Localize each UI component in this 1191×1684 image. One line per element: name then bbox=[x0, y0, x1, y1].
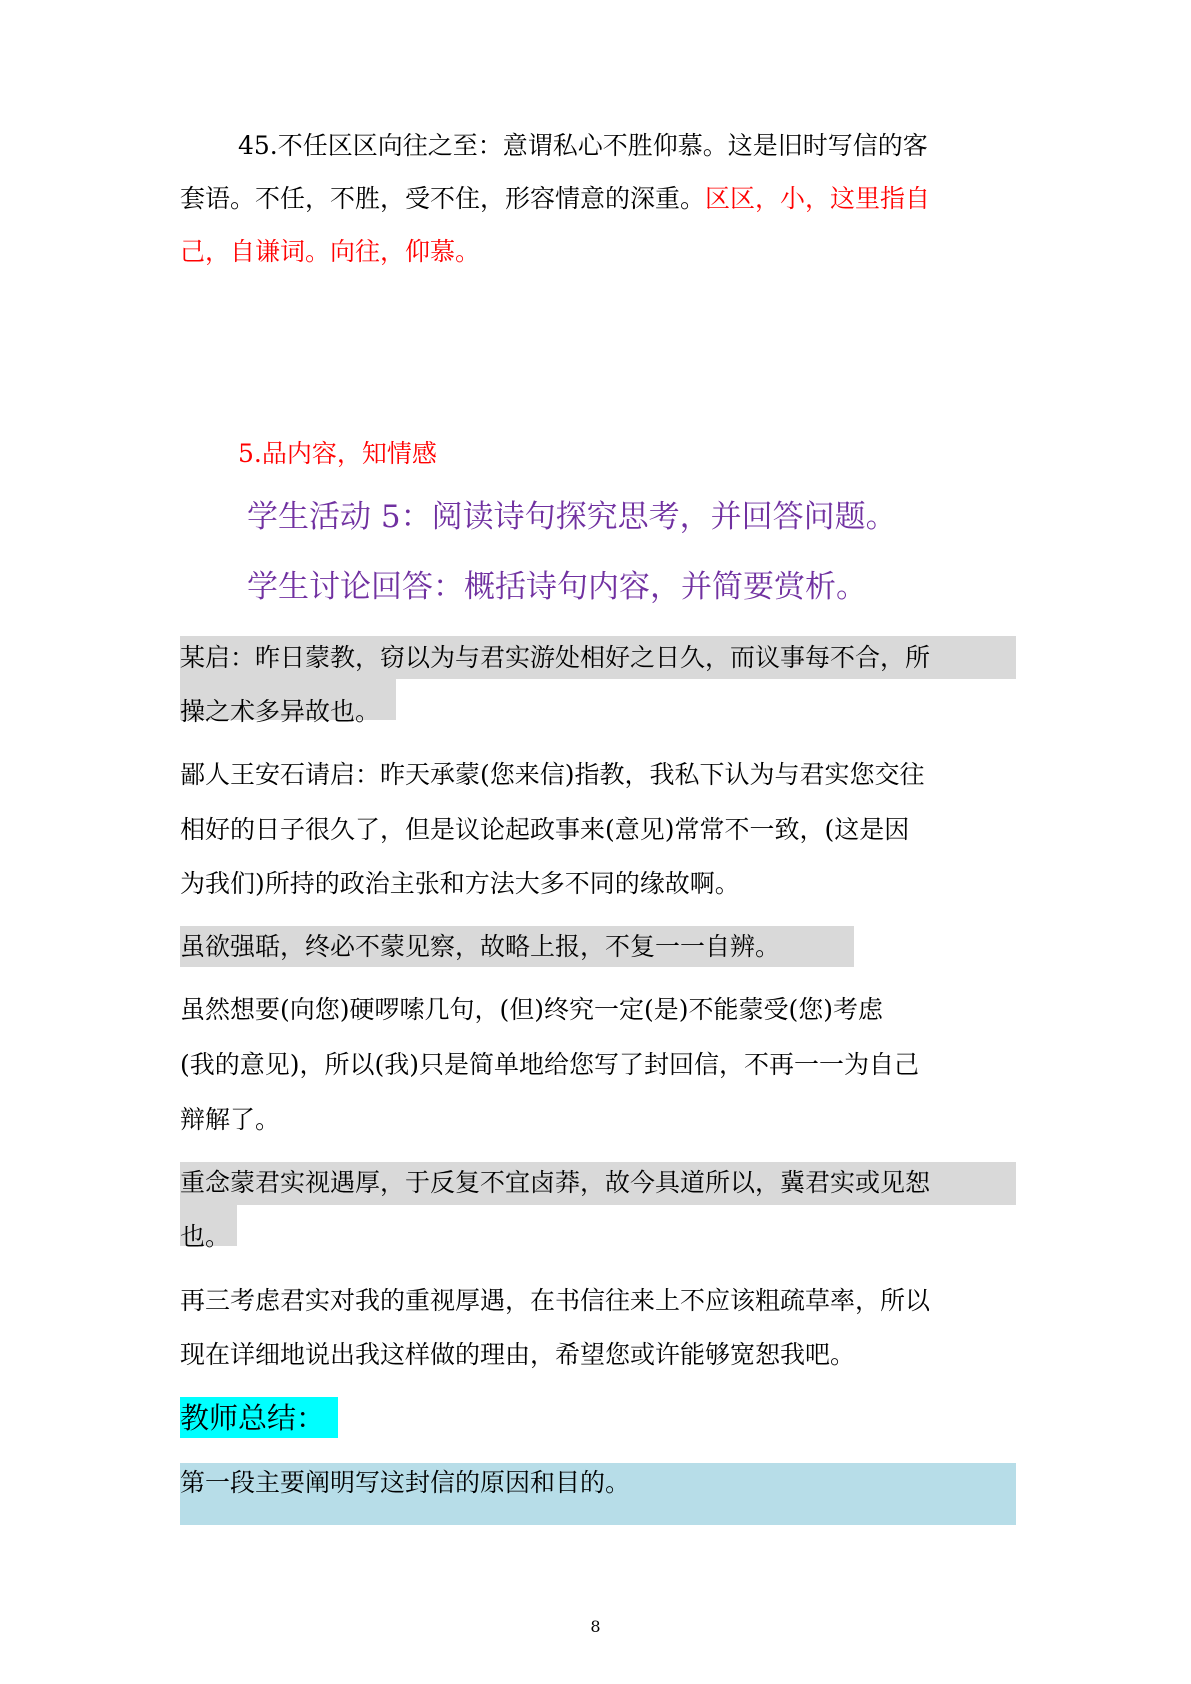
passage-1-original-line-1: 某启：昨日蒙教，窃以为与君实游处相好之日久，而议事每不合，所 bbox=[180, 643, 931, 672]
summary-text: 第一段主要阐明写这封信的原因和目的。 bbox=[180, 1468, 631, 1497]
passage-2-translation-line-3: 辩解了。 bbox=[180, 1105, 281, 1134]
note-45-line-2-highlight: 区区，小，这里指自 bbox=[705, 184, 931, 213]
passage-2-translation-line-2: (我的意见)，所以(我)只是简单地给您写了封回信，不再一一为自己 bbox=[180, 1050, 920, 1079]
passage-3-original-line-1: 重念蒙君实视遇厚，于反复不宜卤莽，故今具道所以，冀君实或见恕 bbox=[180, 1168, 931, 1197]
passage-3-translation-line-1: 再三考虑君实对我的重视厚遇，在书信往来上不应该粗疏草率，所以 bbox=[180, 1286, 931, 1315]
note-45-line-2 bbox=[180, 184, 930, 214]
passage-2-original: 虽欲强聒，终必不蒙见察，故略上报，不复一一自辨。 bbox=[180, 932, 781, 961]
section-heading: 5.品内容，知情感 bbox=[238, 439, 437, 468]
summary-label: 教师总结： bbox=[180, 1401, 326, 1435]
passage-1-original-line-2: 操之术多异故也。 bbox=[180, 697, 381, 726]
student-activity: 学生活动 5：阅读诗句探究思考，并回答问题。 bbox=[247, 499, 897, 535]
note-45-line-2-text: 套语。不任，不胜，受不住，形容情意的深重。 bbox=[180, 184, 706, 213]
passage-1-translation-line-1: 鄙人王安石请启：昨天承蒙(您来信)指教，我私下认为与君实您交往 bbox=[180, 760, 925, 789]
passage-2-translation-line-1: 虽然想要(向您)硬啰嗦几句，(但)终究一定(是)不能蒙受(您)考虑 bbox=[180, 995, 884, 1024]
passage-1-translation-line-2: 相好的日子很久了，但是议论起政事来(意见)常常不一致，(这是因 bbox=[180, 815, 910, 844]
note-45-line-1: 45.不任区区向往之至：意谓私心不胜仰慕。这是旧时写信的客 bbox=[238, 131, 928, 160]
passage-1-translation-line-3: 为我们)所持的政治主张和方法大多不同的缘故啊。 bbox=[180, 869, 740, 898]
passage-3-original-line-2: 也。 bbox=[180, 1222, 231, 1251]
note-45-line-3: 己，自谦词。向往，仰慕。 bbox=[180, 237, 481, 266]
student-discussion: 学生讨论回答：概括诗句内容，并简要赏析。 bbox=[247, 569, 867, 605]
page-number: 8 bbox=[590, 1617, 601, 1636]
passage-3-translation-line-2: 现在详细地说出我这样做的理由，希望您或许能够宽恕我吧。 bbox=[180, 1340, 856, 1369]
